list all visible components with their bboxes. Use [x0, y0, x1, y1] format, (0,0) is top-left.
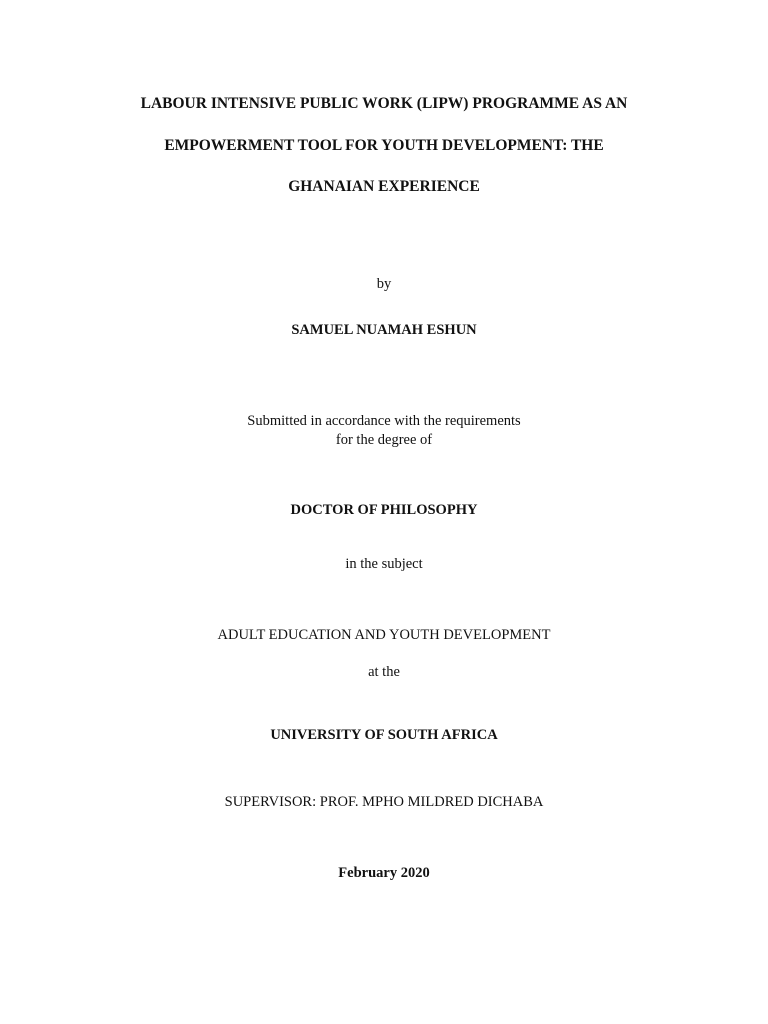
degree-name: DOCTOR OF PHILOSOPHY	[290, 502, 478, 518]
thesis-title-line-2: EMPOWERMENT TOOL FOR YOUTH DEVELOPMENT: THE	[164, 137, 604, 154]
submitted-line-1: Submitted in accordance with the requirements	[247, 413, 521, 429]
in-subject-label: in the subject	[345, 556, 423, 572]
thesis-title-line-3: GHANAIAN EXPERIENCE	[288, 178, 480, 195]
by-label: by	[376, 276, 392, 292]
at-the-label: at the	[368, 664, 400, 680]
subject-name: ADULT EDUCATION AND YOUTH DEVELOPMENT	[217, 627, 551, 643]
supervisor-line: SUPERVISOR: PROF. MPHO MILDRED DICHABA	[224, 794, 544, 810]
author-name: SAMUEL NUAMAH ESHUN	[291, 322, 477, 338]
thesis-title-line-1: LABOUR INTENSIVE PUBLIC WORK (LIPW) PROGRAMME AS AN	[140, 95, 628, 112]
submission-date: February 2020	[338, 865, 430, 881]
submitted-line-2: for the degree of	[335, 432, 433, 448]
university-name: UNIVERSITY OF SOUTH AFRICA	[270, 727, 498, 743]
